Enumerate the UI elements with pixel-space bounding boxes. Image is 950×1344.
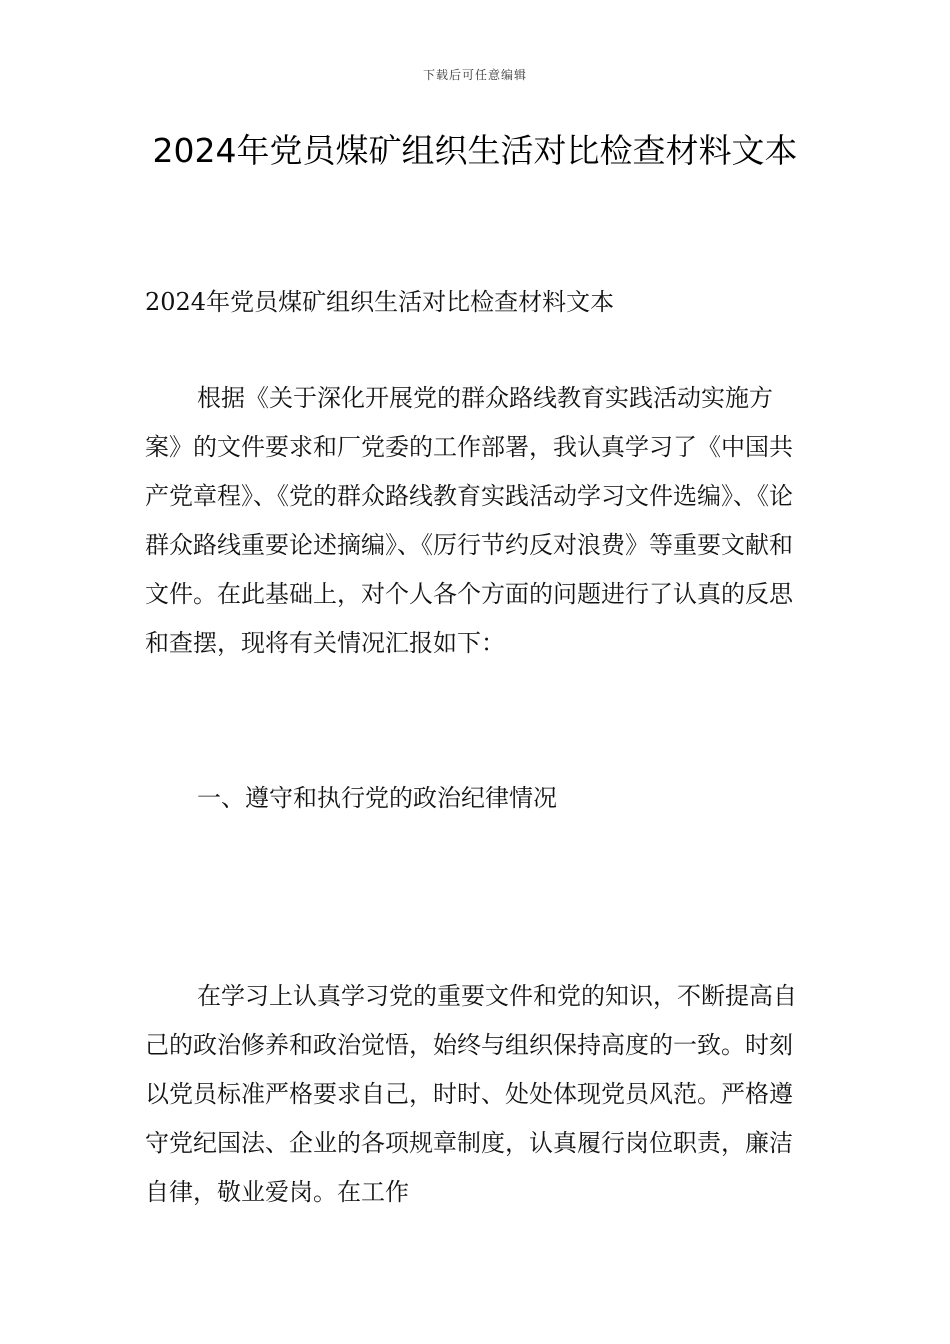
section-heading: 一、遵守和执行党的政治纪律情况 (197, 784, 557, 812)
document-subtitle: 2024年党员煤矿组织生活对比检查材料文本 (145, 288, 615, 316)
header-note: 下载后可任意编辑 (422, 68, 527, 82)
body-paragraph: 在学习上认真学习党的重要文件和党的知识，不断提高自己的政治修养和政治觉悟，始终与组织保持高度的一致。时刻以党员标准严格要求自己，时时、处处体现党员风范。严格遵守党纪国法、企业的各项规章制度，认真履行岗位职责，廉洁自律，敬业爱岗。在工作 (145, 982, 797, 1206)
document-title: 2024年党员煤矿组织生活对比检查材料文本 (152, 131, 798, 170)
intro-paragraph: 根据《关于深化开展党的群众路线教育实践活动实施方案》的文件要求和厂党委的工作部署，我认真学习了《中国共产党章程》、《党的群众路线教育实践活动学习文件选编》、《论群众路线重要论述摘编》、《厉行节约反对浪费》等重要文献和文件。在此基础上，对个人各个方面的问题进行了认真的反思和查摆，现将有关情况汇报如下： (145, 384, 793, 657)
